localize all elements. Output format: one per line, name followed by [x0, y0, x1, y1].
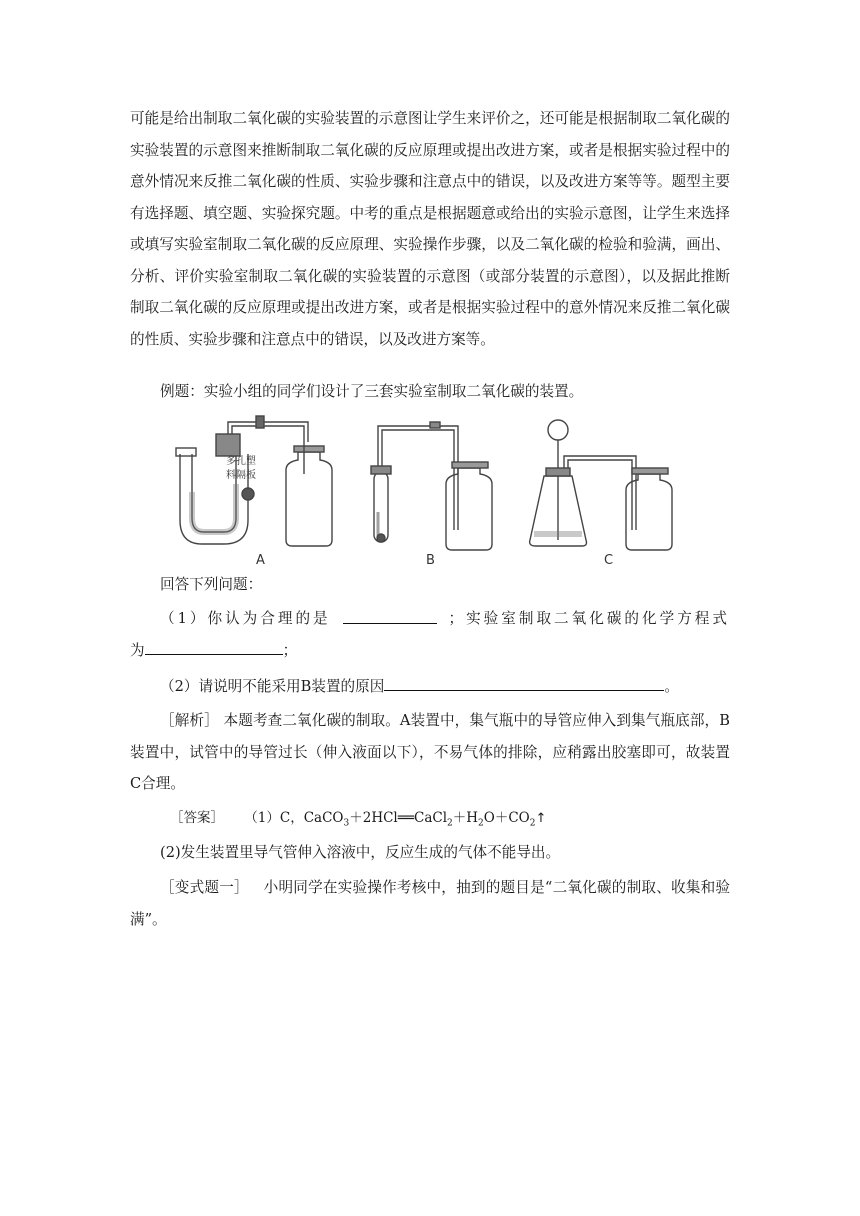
answer-line-2: (2)发生装置里导气管伸入溶液中，反应生成的气体不能导出。 [160, 844, 561, 861]
q1-blank-1[interactable] [343, 609, 437, 624]
intro-paragraph: 可能是给出制取二氧化碳的实验装置的示意图让学生来评价之，还可能是根据制取二氧化碳的实验装置的示意图来推断制取二氧化碳的反应原理或提出改进方案，或者是根据实验过程中的意外情况来反推二氧化碳的性质、实验步骤和注意点中的错误，以及改进方案等等。题型主要有选择题、填空题、实验探究题。中考的重点是根据题意或给出的实验示意图，让学生来选择或填写实验室制取二氧化碳的反应原理、实验操作步骤，以及二氧化碳的检验和验满，画出、分析、评价实验室制取二氧化碳的实验装置的示意图（或部分装置的示意图），以及据此推断制取二氧化碳的反应原理或提出改进方案，或者是根据实验过程中的意外情况来反推二氧化碳的性质、实验步骤和注意点中的错误，以及改进方案等。 [130, 110, 730, 348]
analysis-paragraph [130, 705, 730, 800]
question-1-line2 [130, 640, 730, 661]
q1-end: ； [282, 642, 298, 659]
q1-part2: ；实验室制取二氧化碳的化学方程式 [448, 610, 730, 627]
clamp [256, 416, 264, 428]
variant-paragraph [130, 872, 730, 935]
clamp-knob [242, 488, 254, 500]
plate-label-line1: 多孔塑 [226, 456, 256, 467]
gas-arrow: ↑ [535, 811, 547, 826]
apparatus-figure [168, 412, 728, 572]
question-2 [160, 676, 760, 697]
gas-jar-b [446, 468, 492, 550]
q2-end: 。 [664, 678, 679, 695]
answer-line-1: ［答案］ （1）C，$CaCO_3+2HCl══CaCl_2+H_2O+CO_2↑$ [170, 810, 547, 829]
analysis-tag: ［解析］ [160, 712, 219, 729]
variant-tag: ［变式题一］ [160, 879, 249, 896]
answer-tag: ［答案］ [170, 810, 224, 826]
q2-blank[interactable] [384, 676, 664, 691]
example-intro: 例题：实验小组的同学们设计了三套实验室制取二氧化碳的装置。 [160, 383, 584, 400]
variant-text: 小明同学在实验操作考核中，抽到的题目是“二氧化碳的制取、收集和验满”。 [130, 879, 730, 928]
answer-prompt: 回答下列问题： [160, 576, 263, 593]
test-tube-b [374, 472, 388, 542]
gas-jar-c [626, 474, 672, 550]
answer-1-prefix: （1）C，CaCO [244, 810, 344, 826]
q1-part1: （1）你认为合理的是 [160, 610, 331, 627]
label-c: C [604, 553, 614, 568]
funnel-bulb [548, 420, 568, 440]
q2-text: （2）请说明不能采用B装置的原因 [160, 678, 385, 695]
analysis-text: 本题考查二氧化碳的制取。A装置中，集气瓶中的导管应伸入到集气瓶底部，B装置中，试管中的导管过长（伸入液面以下），不易气体的排除，应稍露出胶塞即可，故装置C合理。 [130, 712, 730, 792]
label-b: B [426, 553, 435, 568]
stopper-left [176, 448, 196, 456]
stopper-right [216, 434, 240, 456]
question-1-line1 [160, 609, 730, 629]
q1-part3: 为 [130, 642, 145, 659]
q1-blank-2[interactable] [145, 640, 283, 655]
label-a: A [256, 553, 265, 568]
plate-label-line2: 料隔板 [226, 470, 256, 481]
gas-jar-a [286, 452, 332, 546]
